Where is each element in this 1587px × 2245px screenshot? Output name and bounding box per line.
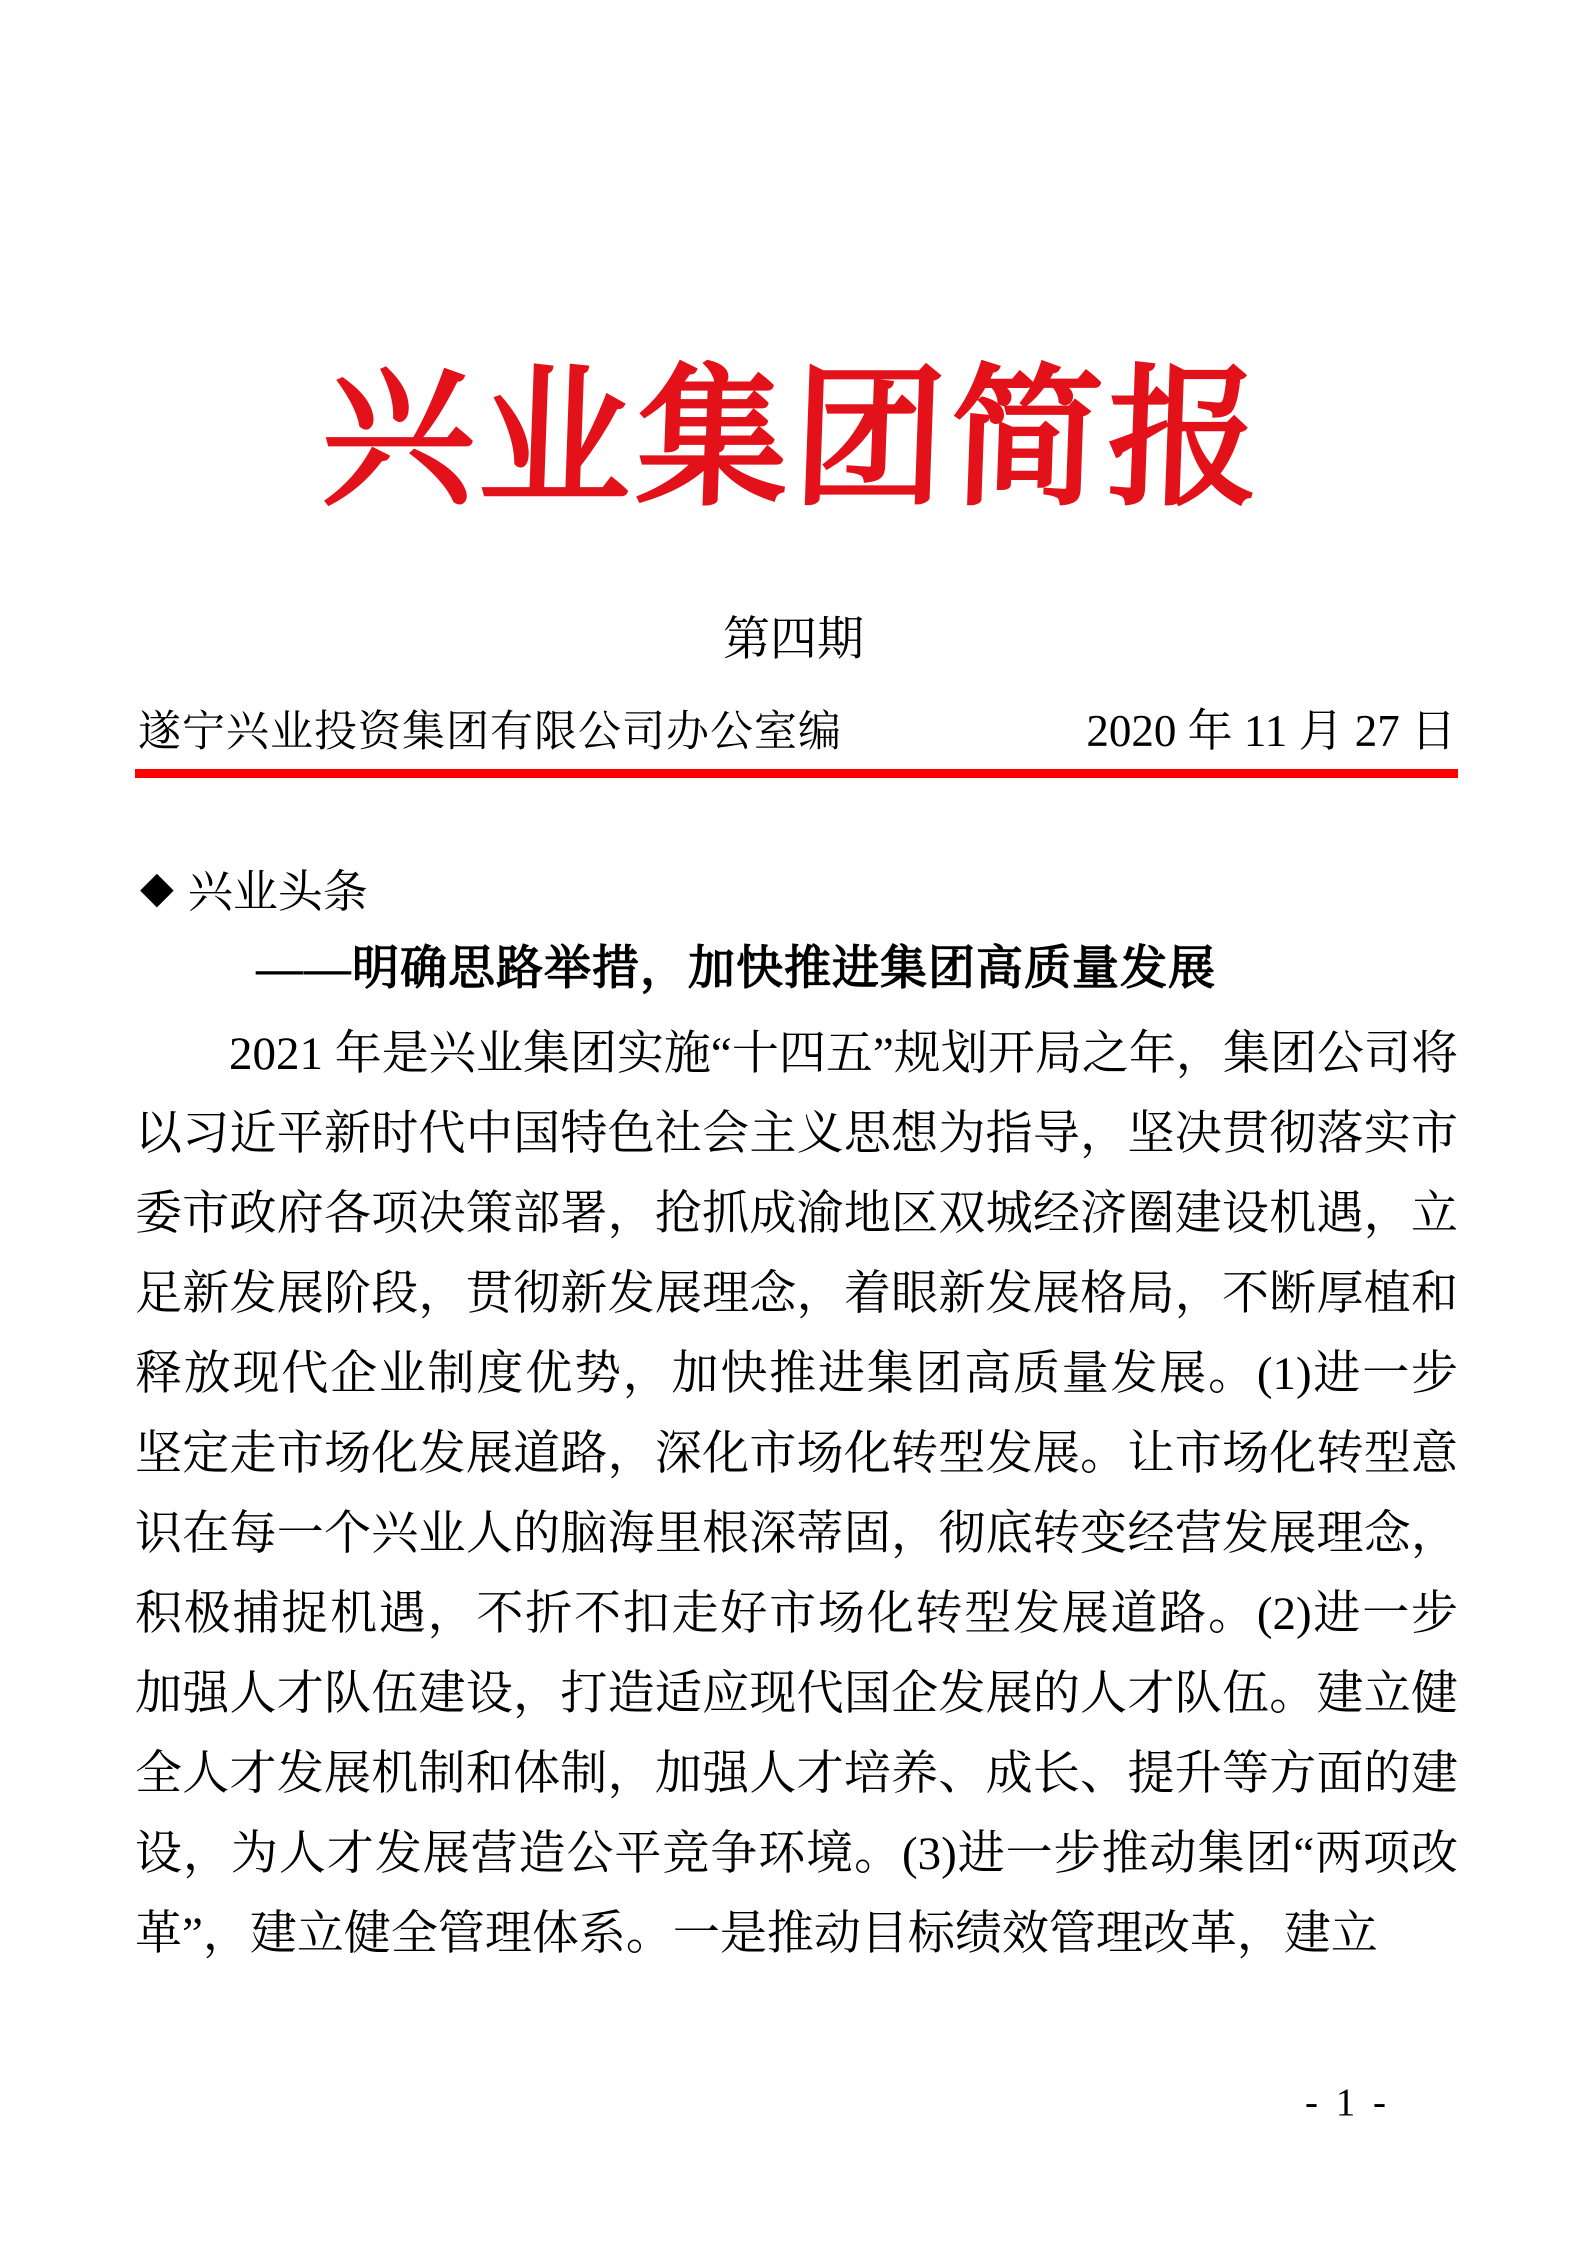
- publication-info-row: [138, 694, 1456, 759]
- article-paragraph: 2021 年是兴业集团实施“十四五”规划开局之年，集团公司将以习近平新时代中国特色社会主义思想为指导，坚决贯彻落实市委市政府各项决策部署，抢抓成渝地区双城经济圈建设机遇，立足新发展阶段，贯彻新发展理念，着眼新发展格局，不断厚植和释放现代企业制度优势，加快推进集团高质量发展。(1)进一步坚定走市场化发展道路，深化市场化转型发展。让市场化转型意识在每一个兴业人的脑海里根深蒂固，彻底转变经营发展理念，积极捕捉机遇，不折不扣走好市场化转型发展道路。(2)进一步加强人才队伍建设，打造适应现代国企发展的人才队伍。建立健全人才发展机制和体制，加强人才培养、成长、提升等方面的建设，为人才发展营造公平竞争环境。(3)进一步推动集团“两项改革”，建立健全管理体系。一是推动目标绩效管理改革，建立: [135, 1028, 1458, 1960]
- masthead-divider-rule: [135, 769, 1458, 778]
- page-number: - 1 -: [1305, 2081, 1390, 2124]
- section-heading: [140, 855, 368, 920]
- publisher-editor: 遂宁兴业投资集团有限公司办公室编: [138, 709, 842, 756]
- article-headline: ——明确思路举措，加快推进集团高质量发展: [256, 943, 1216, 995]
- diamond-bullet-icon: ◆: [140, 861, 174, 913]
- article-body: [135, 1014, 1458, 1974]
- section-heading-label: 兴业头条: [187, 865, 368, 918]
- masthead-title: 兴业集团简报: [319, 350, 1268, 527]
- issue-number: 第四期: [723, 612, 864, 667]
- publication-date: 2020 年 11 月 27 日: [1086, 706, 1456, 756]
